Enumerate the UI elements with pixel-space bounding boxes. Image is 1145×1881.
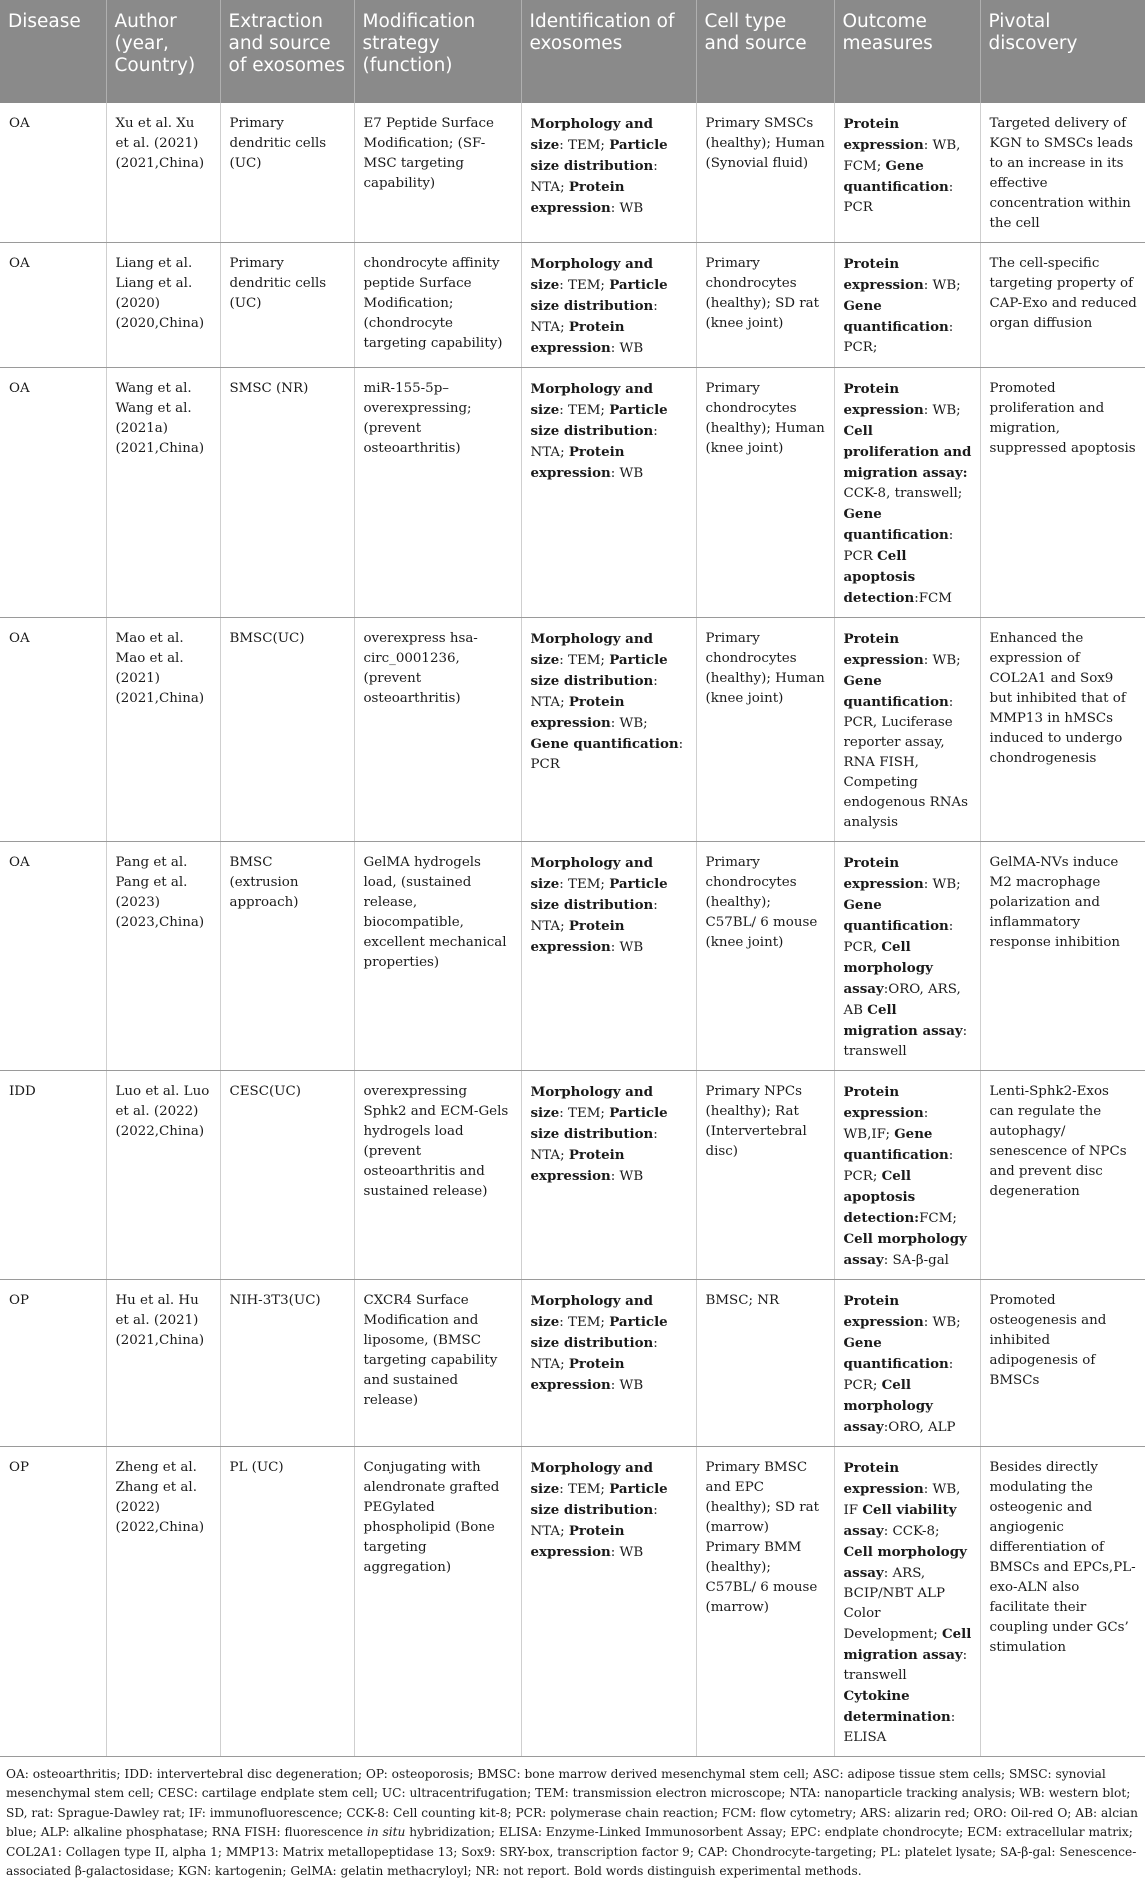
method-label: Particle size distribution	[530, 1481, 668, 1518]
cell-extraction: Primary dendritic cells (UC)	[220, 103, 354, 243]
header-cell-type: Cell type and source	[696, 0, 834, 103]
method-label: Cell migration assay	[843, 1002, 963, 1039]
method-detail: : WB	[610, 341, 644, 356]
method-label: Cytokine determination	[843, 1688, 951, 1725]
cell-disease: OP	[0, 1447, 106, 1757]
cell-identification	[521, 1447, 696, 1757]
cell-modification: overexpress hsa-circ_0001236, (prevent osteoarthritis)	[354, 618, 521, 842]
table-row	[0, 368, 1145, 618]
method-detail: : WB, IF	[843, 1482, 961, 1518]
method-detail: : ARS, BCIP/NBT ALP Color Development;	[843, 1566, 945, 1642]
method-label: Protein expression	[843, 256, 924, 293]
method-detail: : TEM;	[559, 278, 610, 293]
cell-author: Mao et al. Mao et al. (2021) (2021,China)	[106, 618, 220, 842]
method-detail: CCK-8, transwell;	[843, 486, 963, 501]
method-label: Cell morphology assay	[843, 939, 933, 997]
cell-extraction: PL (UC)	[220, 1447, 354, 1757]
method-detail: : NTA;	[530, 159, 658, 195]
cell-author: Luo et al. Luo et al. (2022) (2022,China)	[106, 1071, 220, 1280]
cell-author: Liang et al. Liang et al. (2020) (2020,China)	[106, 243, 220, 368]
method-label: Protein expression	[530, 444, 625, 481]
cell-extraction: BMSC(UC)	[220, 618, 354, 842]
method-detail: : WB	[610, 201, 644, 216]
method-label: Protein expression	[843, 116, 924, 153]
method-detail: : PCR	[843, 528, 954, 564]
cell-discovery: Enhanced the expression of COL2A1 and Sox9 but inhibited that of MMP13 in hMSCs induced to undergo chondrogenesis	[980, 618, 1145, 842]
method-label: Cell morphology assay	[843, 1544, 967, 1581]
cell-modification: Conjugating with alendronate grafted PEGylated phospholipid (Bone targeting aggregation)	[354, 1447, 521, 1757]
cell-extraction: NIH-3T3(UC)	[220, 1280, 354, 1447]
method-detail: : WB	[610, 466, 644, 481]
method-detail: : PCR	[530, 737, 684, 772]
method-detail: : NTA;	[530, 424, 658, 460]
table-footnote	[0, 1757, 1145, 1881]
method-label: Morphology and size	[530, 256, 653, 293]
method-detail: : TEM;	[559, 138, 610, 153]
method-detail: : NTA;	[530, 674, 658, 710]
cell-extraction: SMSC (NR)	[220, 368, 354, 618]
cell-modification: E7 Peptide Surface Modification; (SF-MSC targeting capability)	[354, 103, 521, 243]
method-label: Protein expression	[530, 319, 625, 356]
cell-discovery: The cell-specific targeting property of CAP-Exo and reduced organ diffusion	[980, 243, 1145, 368]
footnote-text: hybridization; ELISA: Enzyme-Linked Immunosorbent Assay; EPC: endplate chondrocyte; ECM: extracellular matrix; COL2A1: Collagen type II, alpha 1; MMP13: Matrix metallopeptidase 13; Sox9: SRY-box, transcription factor 9; CAP: Chondrocyte-targeting; PL: platelet lysate; SA-β-gal: Senescence-associated β-galactosidase; KGN: kartogenin; GelMA: gelatin methacryloyl; NR: not report. Bold words distinguish experimental methods.	[6, 1825, 1137, 1879]
cell-outcome	[834, 368, 980, 618]
method-detail: : NTA;	[530, 1127, 658, 1163]
method-label: Protein expression	[843, 381, 924, 418]
method-detail: : WB;	[923, 877, 961, 892]
method-detail: : WB;	[923, 278, 961, 293]
method-label: Gene quantification	[843, 298, 949, 335]
cell-disease: OA	[0, 103, 106, 243]
cell-cell-type: Primary chondrocytes (healthy); Human (knee joint)	[696, 618, 834, 842]
cell-disease: OA	[0, 243, 106, 368]
method-label: Morphology and size	[530, 1460, 653, 1497]
method-label: Gene quantification	[843, 673, 949, 710]
cell-outcome	[834, 1280, 980, 1447]
cell-discovery: Besides directly modulating the osteogenic and angiogenic differentiation of BMSCs and EPCs,PL-exo-ALN also facilitate their coupling under GCs’ stimulation	[980, 1447, 1145, 1757]
method-detail: : CCK-8;	[883, 1524, 940, 1539]
method-detail: : NTA;	[530, 299, 658, 335]
method-detail: : NTA;	[530, 898, 658, 934]
table-row	[0, 1071, 1145, 1280]
method-label: Particle size distribution	[530, 876, 668, 913]
table-row	[0, 1447, 1145, 1757]
method-label: Cell morphology assay	[843, 1377, 933, 1435]
method-detail: : PCR;	[843, 320, 954, 355]
method-label: Particle size distribution	[530, 1105, 668, 1142]
method-label: Morphology and size	[530, 631, 653, 668]
header-outcome: Outcome measures	[834, 0, 980, 103]
footnote-italic: in situ	[366, 1825, 406, 1840]
method-label: Particle size distribution	[530, 652, 668, 689]
method-label: Particle size distribution	[530, 137, 668, 174]
method-label: Morphology and size	[530, 116, 653, 153]
cell-identification	[521, 243, 696, 368]
method-detail: : TEM;	[559, 403, 610, 418]
method-label: Particle size distribution	[530, 1314, 668, 1351]
cell-outcome	[834, 618, 980, 842]
cell-disease: IDD	[0, 1071, 106, 1280]
method-detail: : WB	[610, 940, 644, 955]
cell-cell-type: Primary chondrocytes (healthy); C57BL/ 6 mouse (knee joint)	[696, 842, 834, 1071]
cell-discovery: GelMA-NVs induce M2 macrophage polarization and inflammatory response inhibition	[980, 842, 1145, 1071]
method-label: Morphology and size	[530, 1084, 653, 1121]
method-label: Particle size distribution	[530, 402, 668, 439]
method-label: Protein expression	[843, 855, 924, 892]
method-label: Gene quantification	[843, 1335, 949, 1372]
cell-disease: OA	[0, 368, 106, 618]
method-label: Gene quantification	[843, 158, 949, 195]
header-discovery: Pivotal discovery	[980, 0, 1145, 103]
method-label: Protein expression	[843, 1293, 924, 1330]
cell-disease: OA	[0, 618, 106, 842]
cell-modification: CXCR4 Surface Modification and liposome, (BMSC targeting capability and sustained release)	[354, 1280, 521, 1447]
method-detail: : transwell	[843, 1024, 968, 1059]
method-label: Cell proliferation and migration assay:	[843, 423, 972, 481]
method-label: Protein expression	[530, 1523, 625, 1560]
method-detail: : ELISA	[843, 1710, 956, 1745]
cell-identification	[521, 1280, 696, 1447]
method-label: Gene quantification	[843, 897, 949, 934]
header-disease: Disease	[0, 0, 106, 103]
table-row	[0, 103, 1145, 243]
method-detail: : PCR, Luciferase reporter assay, RNA FISH, Competing endogenous RNAs analysis	[843, 695, 968, 830]
cell-extraction: Primary dendritic cells (UC)	[220, 243, 354, 368]
cell-identification	[521, 368, 696, 618]
table-row	[0, 243, 1145, 368]
method-detail: : TEM;	[559, 1315, 610, 1330]
method-detail: : WB;	[923, 1315, 961, 1330]
header-row	[0, 0, 1145, 103]
method-detail: : TEM;	[559, 1106, 610, 1121]
method-detail: : PCR;	[843, 1357, 954, 1393]
method-detail: : SA-β-gal	[883, 1253, 949, 1268]
cell-author: Wang et al. Wang et al. (2021a) (2021,China)	[106, 368, 220, 618]
table-row	[0, 618, 1145, 842]
cell-identification	[521, 618, 696, 842]
cell-disease: OA	[0, 842, 106, 1071]
method-label: Particle size distribution	[530, 277, 668, 314]
method-label: Morphology and size	[530, 855, 653, 892]
method-label: Cell apoptosis detection:	[843, 1168, 920, 1226]
cell-extraction: BMSC (extrusion approach)	[220, 842, 354, 1071]
method-label: Protein expression	[530, 1147, 625, 1184]
method-label: Cell apoptosis detection	[843, 548, 916, 606]
method-detail: : NTA;	[530, 1336, 658, 1372]
cell-cell-type: Primary SMSCs (healthy); Human (Synovial fluid)	[696, 103, 834, 243]
method-detail: : WB, FCM;	[843, 138, 961, 174]
method-detail: : WB,IF;	[843, 1106, 929, 1142]
method-detail: : transwell	[843, 1648, 968, 1683]
cell-identification	[521, 1071, 696, 1280]
method-label: Protein expression	[530, 1356, 625, 1393]
method-label: Cell viability assay	[843, 1502, 957, 1539]
method-label: Cell migration assay	[843, 1626, 972, 1663]
method-label: Protein expression	[843, 1460, 924, 1497]
method-label: Cell morphology assay	[843, 1231, 967, 1268]
cell-author: Xu et al. Xu et al. (2021) (2021,China)	[106, 103, 220, 243]
method-label: Morphology and size	[530, 1293, 653, 1330]
method-detail: : TEM;	[559, 1482, 610, 1497]
cell-outcome	[834, 1447, 980, 1757]
method-detail: :ORO, ARS, AB	[843, 982, 961, 1018]
table-row	[0, 1280, 1145, 1447]
method-detail: : WB;	[923, 653, 961, 668]
cell-cell-type: Primary BMSC and EPC (healthy); SD rat (marrow) Primary BMM (healthy); C57BL/ 6 mouse (marrow)	[696, 1447, 834, 1757]
cell-modification: chondrocyte affinity peptide Surface Modification; (chondrocyte targeting capability)	[354, 243, 521, 368]
cell-disease: OP	[0, 1280, 106, 1447]
cell-author: Pang et al. Pang et al. (2023) (2023,China)	[106, 842, 220, 1071]
header-extraction: Extraction and source of exosomes	[220, 0, 354, 103]
method-detail: : WB;	[923, 403, 961, 418]
method-label: Protein expression	[530, 179, 625, 216]
cell-author: Hu et al. Hu et al. (2021) (2021,China)	[106, 1280, 220, 1447]
cell-modification: overexpressing Sphk2 and ECM-Gels hydrogels load (prevent osteoarthritis and sustained release)	[354, 1071, 521, 1280]
method-detail: :FCM	[914, 591, 952, 606]
cell-outcome	[834, 1071, 980, 1280]
cell-outcome	[834, 103, 980, 243]
cell-extraction: CESC(UC)	[220, 1071, 354, 1280]
cell-modification: miR-155-5p–overexpressing; (prevent osteoarthritis)	[354, 368, 521, 618]
method-detail: : WB	[610, 1169, 644, 1184]
method-label: Gene quantification	[843, 506, 949, 543]
method-label: Gene quantification	[530, 736, 679, 752]
method-detail: : NTA;	[530, 1503, 658, 1539]
method-detail: : PCR;	[843, 1148, 954, 1184]
method-label: Protein expression	[843, 631, 924, 668]
cell-cell-type: Primary chondrocytes (healthy); Human (knee joint)	[696, 368, 834, 618]
cell-discovery: Targeted delivery of KGN to SMSCs leads to an increase in its effective concentration within the cell	[980, 103, 1145, 243]
method-detail: FCM;	[919, 1211, 957, 1226]
cell-cell-type: BMSC; NR	[696, 1280, 834, 1447]
table-row	[0, 842, 1145, 1071]
table-body	[0, 103, 1145, 1757]
cell-cell-type: Primary chondrocytes (healthy); SD rat (knee joint)	[696, 243, 834, 368]
cell-author: Zheng et al. Zhang et al. (2022) (2022,China)	[106, 1447, 220, 1757]
cell-identification	[521, 842, 696, 1071]
method-detail: : TEM;	[559, 877, 610, 892]
cell-discovery: Promoted proliferation and migration, suppressed apoptosis	[980, 368, 1145, 618]
method-detail: : PCR,	[843, 919, 954, 955]
cell-outcome	[834, 842, 980, 1071]
header-modification: Modification strategy (function)	[354, 0, 521, 103]
method-detail: : WB	[610, 1378, 644, 1393]
cell-discovery: Lenti-Sphk2-Exos can regulate the autophagy/ senescence of NPCs and prevent disc degeneration	[980, 1071, 1145, 1280]
cell-outcome	[834, 243, 980, 368]
table-header	[0, 0, 1145, 103]
method-detail: : WB;	[610, 716, 648, 731]
method-label: Morphology and size	[530, 381, 653, 418]
method-label: Protein expression	[530, 694, 625, 731]
header-identification: Identification of exosomes	[521, 0, 696, 103]
method-label: Protein expression	[843, 1084, 924, 1121]
footnote-text: OA: osteoarthritis; IDD: intervertebral disc degeneration; OP: osteoporosis; BMSC: bone marrow derived mesenchymal stem cell; ASC: adipose tissue stem cells; SMSC: synovial mesenchymal stem cell; CESC: cartilage endplate stem cell; UC: ultracentrifugation; TEM: transmission electron microscope; NTA: nanoparticle tracking analysis; WB: western blot; SD, rat: Sprague-Dawley rat; IF: immunofluorescence; CCK-8: Cell counting kit-8; PCR: polymerase chain reaction; FCM: flow cytometry; ARS: alizarin red; ORO: Oil-red O; AB: alcian blue; ALP: alkaline phosphatase; RNA FISH: fluorescence	[6, 1767, 1139, 1840]
method-detail: : PCR	[843, 180, 954, 215]
header-author: Author (year, Country)	[106, 0, 220, 103]
method-detail: :ORO, ALP	[883, 1420, 956, 1435]
method-label: Gene quantification	[843, 1126, 949, 1163]
cell-cell-type: Primary NPCs (healthy); Rat (Intervertebral disc)	[696, 1071, 834, 1280]
method-label: Protein expression	[530, 918, 625, 955]
cell-discovery: Promoted osteogenesis and inhibited adipogenesis of BMSCs	[980, 1280, 1145, 1447]
cell-identification	[521, 103, 696, 243]
method-detail: : WB	[610, 1545, 644, 1560]
cell-modification: GelMA hydrogels load, (sustained release, biocompatible, excellent mechanical properties)	[354, 842, 521, 1071]
method-detail: : TEM;	[559, 653, 610, 668]
